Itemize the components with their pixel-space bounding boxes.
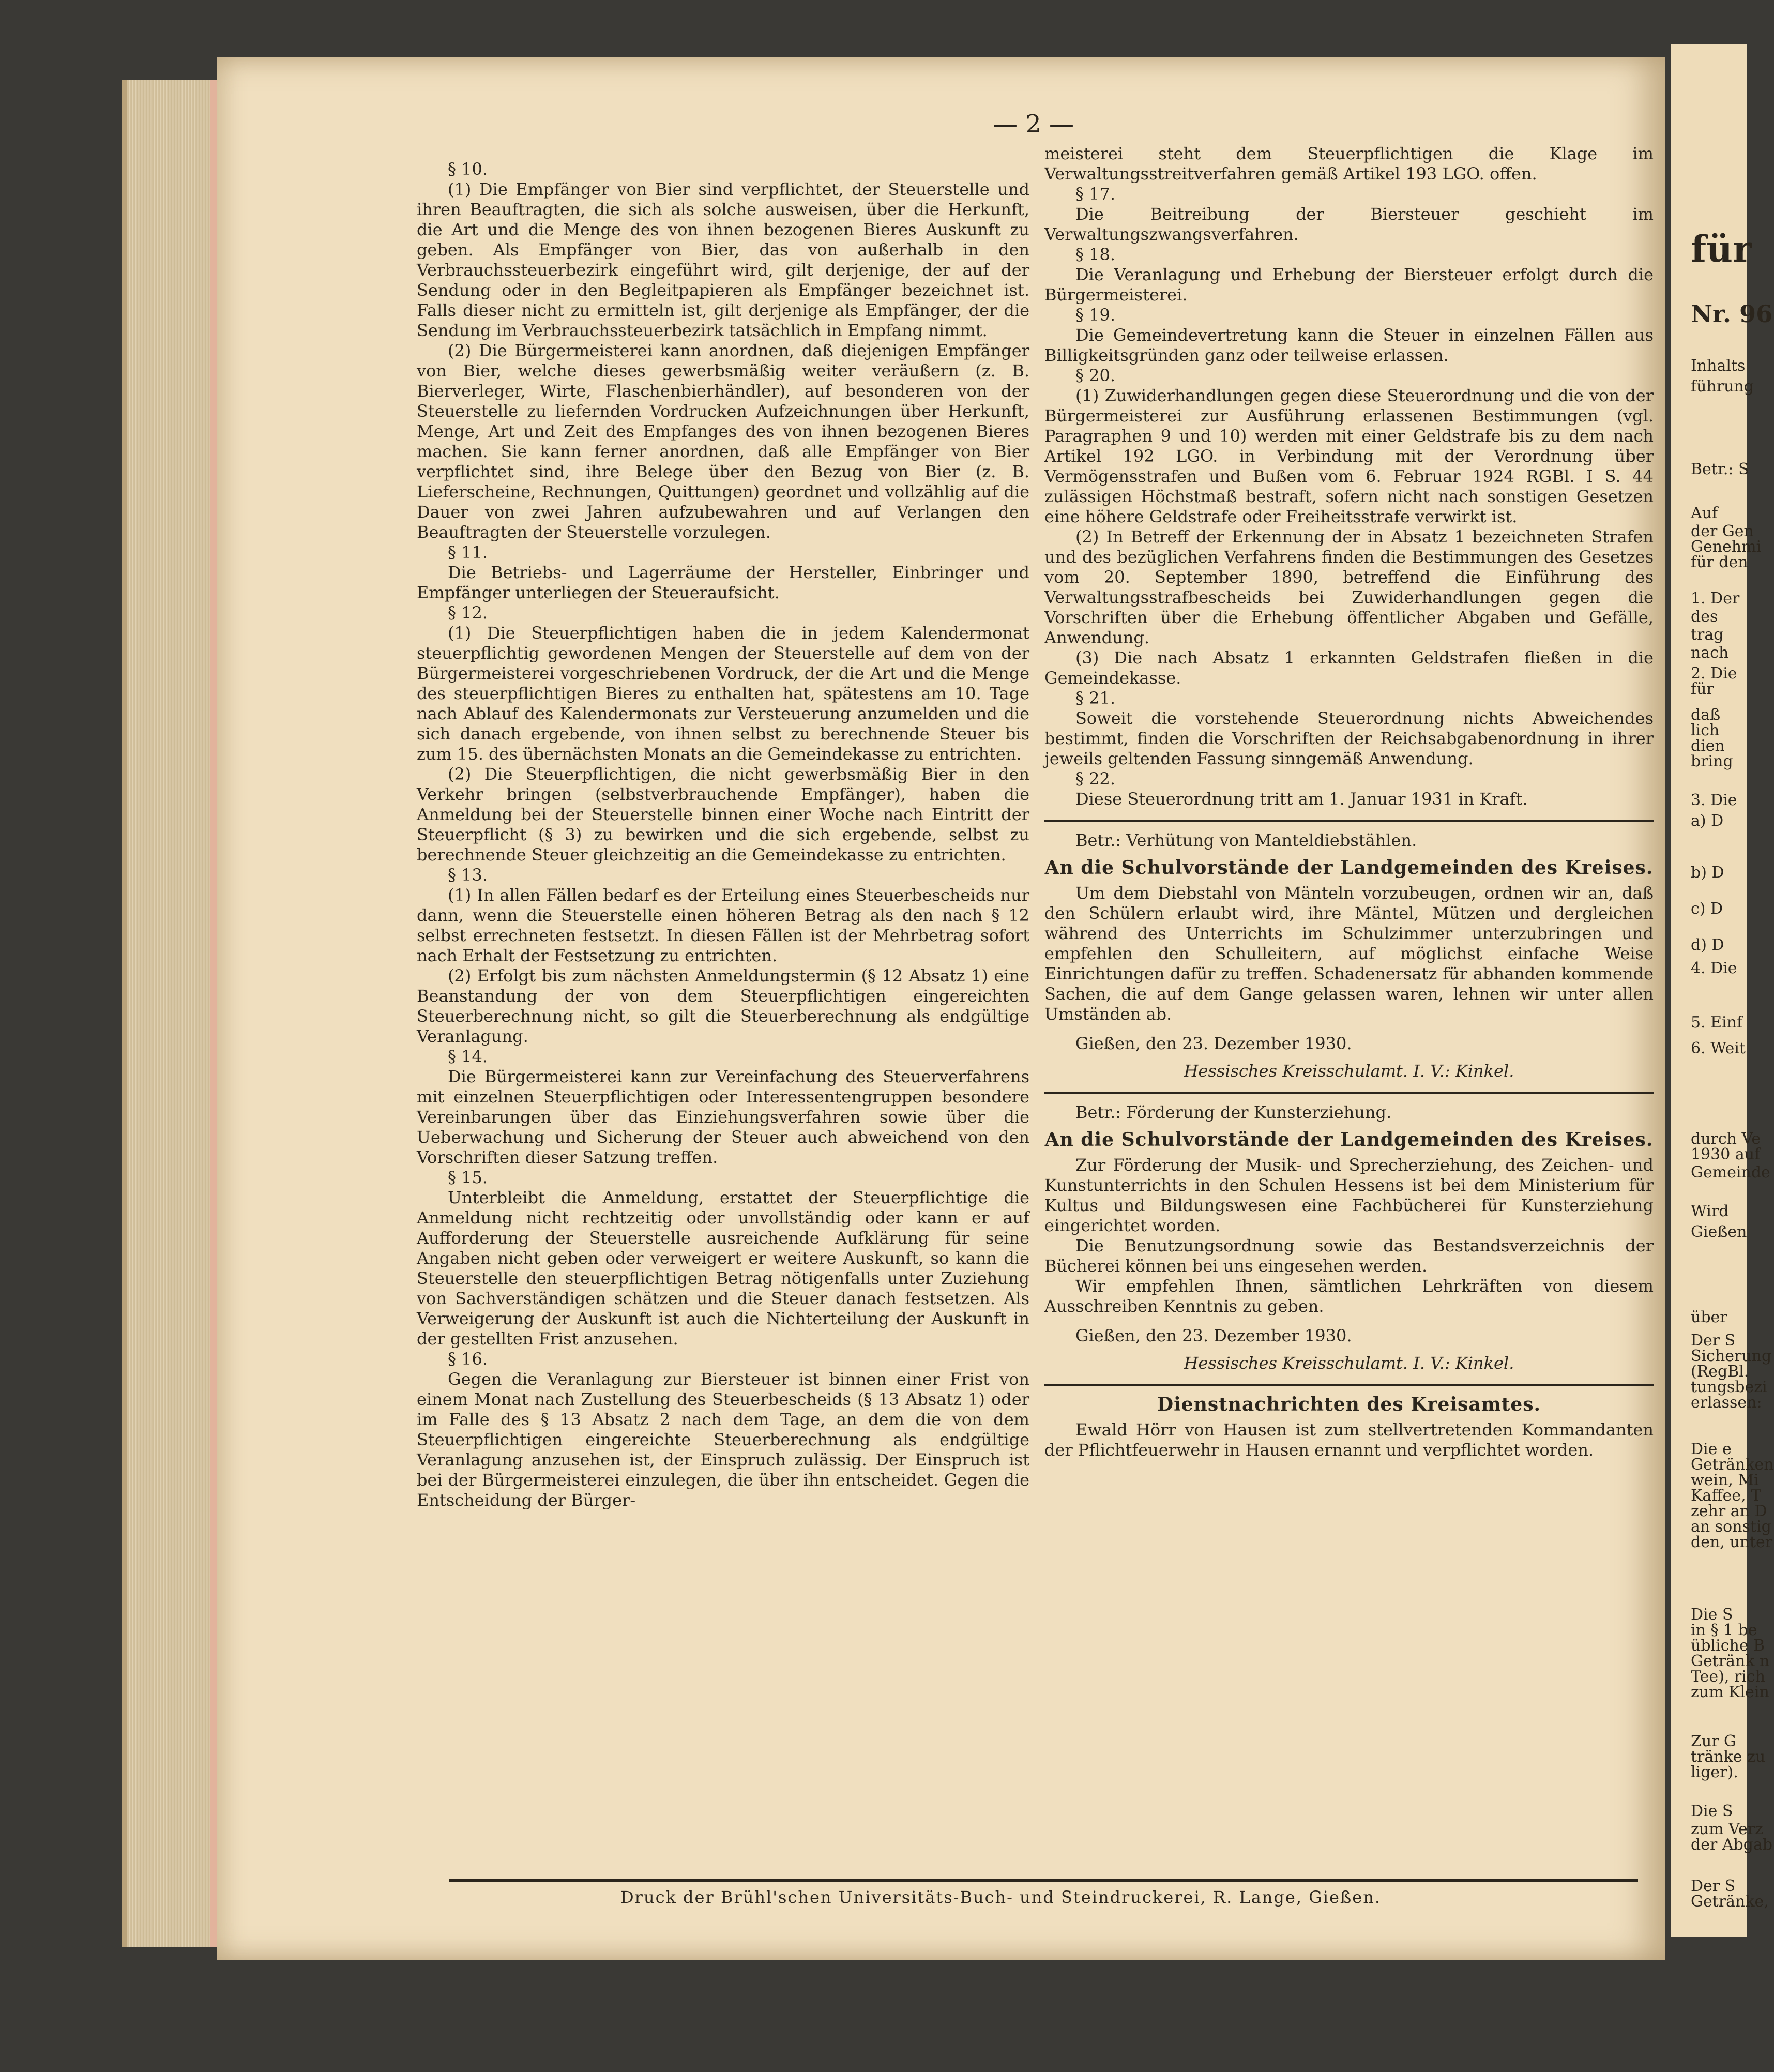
- next-page-fragment: zum Verz: [1691, 1820, 1763, 1838]
- paragraph: Ewald Hörr von Hausen ist zum stellvertretenden Kommandanten der Pflichtfeuerwehr in Hausen ernannt und verpflichtet worden.: [1044, 1420, 1654, 1460]
- paragraph: Diese Steuerordnung tritt am 1. Januar 1931 in Kraft.: [1075, 789, 1528, 809]
- next-page-fragment: der Gen: [1691, 522, 1754, 540]
- paragraph: Die Betriebs- und Lagerräume der Hersteller, Einbringer und Empfänger unterliegen der Steueraufsicht.: [417, 563, 1029, 602]
- next-page-fragment: (RegBl.: [1691, 1363, 1749, 1381]
- next-page-fragment: Zur G: [1691, 1732, 1737, 1750]
- next-page-fragment: zum Klein: [1691, 1683, 1769, 1701]
- notice-heading: An die Schulvorstände der Landgemeinden des Kreises.: [1044, 1129, 1654, 1151]
- next-page-fragment: Tee), rich: [1691, 1668, 1766, 1686]
- paragraph: Unterbleibt die Anmeldung, erstattet der Steuerpflichtige die Anmeldung nicht rechtzeitig oder unvollständig oder kann er auf Aufforderung der Steuerstelle ausreichende Aufklärung für seine Angaben nicht geben oder verweigert er weitere Auskunft, so kann die Steuerstelle den steuerpflichtigen Betrag nötigenfalls unter Zuziehung von Sachverständigen schätzen und die Steuer danach festsetzen. Als Verweigerung der Auskunft ist auch die Nichterteilung der Auskunft in der gestellten Frist anzusehen.: [417, 1188, 1029, 1349]
- next-page-fragment: Getränken: [1691, 1456, 1774, 1474]
- next-page-fragment: übliche B: [1691, 1637, 1765, 1655]
- paragraph: Die Beitreibung der Biersteuer geschieht im Verwaltungszwangsverfahren.: [1044, 204, 1654, 244]
- next-page-fragment: den, unter: [1691, 1533, 1773, 1551]
- next-page-fragment: zehr an D: [1691, 1502, 1767, 1520]
- next-page-fragment: über: [1691, 1308, 1727, 1326]
- next-page-fragment: Der S: [1691, 1332, 1736, 1350]
- section-heading: § 21.: [1075, 688, 1116, 708]
- section-heading: § 12.: [448, 603, 488, 623]
- paragraph: (2) Die Bürgermeisterei kann anordnen, daß diejenigen Empfänger von Bier, welche dieses gewerbsmäßig weiter veräußern (z. B. Bierverleger, Wirte, Flaschenbierhändler), auf besonderen von der Steuerstelle zu liefernden Vordrucken Aufzeichnungen über Herkunft, Menge, Art und Zeit des Empfanges des von ihnen bezogenen Bieres machen. Sie kann ferner anordnen, daß alle Empfänger von Bier verpflichtet sind, ihre Belege über den Bezug von Bier (z. B. Lieferscheine, Rechnungen, Quittungen) geordnet und vollzählig auf die Dauer von zwei Jahren aufzubewahren und auf Verlangen den Beauftragten der Steuerstelle vorzulegen.: [417, 341, 1029, 542]
- signature: Hessisches Kreisschulamt. I. V.: Kinkel.: [1184, 1353, 1514, 1373]
- notice-subject: Betr.: Verhütung von Manteldiebstählen.: [1075, 830, 1417, 850]
- next-page-fragment: an sonstig: [1691, 1518, 1771, 1536]
- next-page-fragment: 1. Der: [1691, 589, 1740, 608]
- paragraph: Soweit die vorstehende Steuerordnung nichts Abweichendes bestimmt, finden die Vorschriften der Reichsabgabenordnung in ihrer jeweils geltenden Fassung sinngemäß Anwendung.: [1044, 708, 1654, 768]
- next-page-fragment: daß: [1691, 706, 1721, 724]
- next-page-fragment: lich: [1691, 721, 1720, 739]
- paragraph: Die Gemeindevertretung kann die Steuer in einzelnen Fällen aus Billigkeitsgründen ganz oder teilweise erlassen.: [1044, 325, 1654, 365]
- section-heading: § 19.: [1075, 305, 1116, 325]
- paragraph: (1) Die Empfänger von Bier sind verpflichtet, der Steuerstelle und ihren Beauftragten, die sich als solche ausweisen, über die Herkunft, die Art und die Menge des von ihnen bezogenen Bieres Auskunft zu geben. Als Empfänger von Bier, das von außerhalb in den Verbrauchssteuerbezirk eingeführt wird, gilt derjenige, der auf der Sendung oder in den Begleitpapieren als Empfänger bezeichnet ist. Falls dieser nicht zu ermitteln ist, gilt derjenige als Empfänger, der die Sendung im Verbrauchssteuerbezirk tatsächlich in Empfang nimmt.: [417, 179, 1029, 340]
- section-heading: § 13.: [448, 865, 488, 885]
- paragraph: Gegen die Veranlagung zur Biersteuer ist binnen einer Frist von einem Monat nach Zustellung des Steuerbescheids (§ 13 Absatz 1) oder im Falle des § 13 Absatz 2 nach dem Tage, an dem die von dem Steuerpflichtigen eingereichte Steuerberechnung als endgültige Veranlagung anzusehen ist, der Einspruch zulässig. Der Einspruch ist bei der Bürgermeisterei einzulegen, die über ihn entscheidet. Gegen die Entscheidung der Bürger-: [417, 1369, 1029, 1510]
- next-page-fragment: 6. Weit: [1691, 1039, 1746, 1057]
- next-page-fragment: des: [1691, 608, 1718, 626]
- paragraph: (2) Die Steuerpflichtigen, die nicht gewerbsmäßig Bier in den Verkehr bringen (selbstverbrauchende Empfänger), haben die Anmeldung bei der Steuerstelle binnen einer Woche nach Eintritt der Steuerpflicht (§ 3) zu bewirken und die sich ergebende, selbst zu berechnende Steuer gleichzeitig an die Gemeindekasse zu entrichten.: [417, 764, 1029, 865]
- next-page-fragment: in § 1 be: [1691, 1621, 1757, 1639]
- next-page-fragment: durch Ve: [1691, 1130, 1761, 1148]
- paragraph: (1) Die Steuerpflichtigen haben die in jedem Kalendermonat steuerpflichtig gewordenen Mengen der Steuerstelle auf dem von der Bürgermeisterei vorgeschriebenen Vordruck, der die Art und die Menge des steuerpflichtigen Bieres zu enthalten hat, spätestens am 10. Tage nach Ablauf des Kalendermonats zur Versteuerung anzumelden und die sich danach ergebende, von ihnen selbst zu berechnende Steuer bis zum 15. des übernächsten Monats an die Gemeindekasse zu entrichten.: [417, 623, 1029, 764]
- divider: [1044, 1384, 1654, 1386]
- next-page-fragment: trag: [1691, 626, 1724, 644]
- next-page-fragment: nach: [1691, 644, 1729, 662]
- section-heading: § 18.: [1075, 245, 1116, 264]
- next-page-fragment: liger).: [1691, 1763, 1738, 1781]
- notice-heading: Dienstnachrichten des Kreisamtes.: [1157, 1394, 1541, 1415]
- paragraph: Zur Förderung der Musik- und Sprecherziehung, des Zeichen- und Kunstunterrichts in den Schulen Hessens ist bei dem Ministerium für Kultus und Bildungswesen eine Fachbücherei für Kunsterziehung eingerichtet worden.: [1044, 1155, 1654, 1235]
- paragraph: Die Veranlagung und Erhebung der Biersteuer erfolgt durch die Bürgermeisterei.: [1044, 265, 1654, 305]
- next-page-fragment: 5. Einf: [1691, 1014, 1743, 1032]
- paragraph: Die Benutzungsordnung sowie das Bestandsverzeichnis der Bücherei können bei uns eingesehen werden.: [1044, 1236, 1654, 1276]
- section-heading: § 15.: [448, 1168, 488, 1187]
- next-page-fragment: Nr. 96: [1691, 300, 1773, 328]
- next-page-fragment: Gemeinde: [1691, 1163, 1770, 1182]
- next-page-fragment: Inhalts: [1691, 357, 1746, 375]
- next-page-fragment: für: [1691, 680, 1714, 698]
- next-page-fragment: Der S: [1691, 1877, 1736, 1895]
- signature: Hessisches Kreisschulamt. I. V.: Kinkel.: [1184, 1061, 1514, 1081]
- next-page-fragment: a) D: [1691, 812, 1724, 830]
- dateline: Gießen, den 23. Dezember 1930.: [1075, 1326, 1352, 1345]
- next-page-fragment: c) D: [1691, 900, 1723, 918]
- next-page-fragment: wein, Mi: [1691, 1471, 1759, 1489]
- next-page-fragment: Betr.: S: [1691, 460, 1749, 478]
- next-page-fragment: der Abgab: [1691, 1836, 1772, 1854]
- paragraph: (1) Zuwiderhandlungen gegen diese Steuerordnung und die von der Bürgermeisterei zur Ausführung erlassenen Bestimmungen (vgl. Paragraphen 9 und 10) werden mit einer Geldstrafe bis zu dem nach Artikel 192 LGO. in Verbindung mit der Verordnung über Vermögensstrafen und Bußen vom 6. Februar 1924 RGBl. I S. 44 zulässigen Höchstmaß bestraft, sofern nicht nach sonstigen Gesetzen eine höhere Geldstrafe oder Freiheitsstrafe verwirkt ist.: [1044, 386, 1654, 526]
- next-page-fragment: d) D: [1691, 936, 1724, 954]
- section-heading: § 16.: [448, 1349, 488, 1369]
- notice-heading: An die Schulvorstände der Landgemeinden des Kreises.: [1044, 857, 1654, 879]
- section-heading: § 17.: [1075, 184, 1116, 204]
- paragraph: (2) In Betreff der Erkennung der in Absatz 1 bezeichneten Strafen und des bezüglichen Verfahrens finden die Bestimmungen des Gesetzes vom 20. September 1890, betreffend die Einführung des Verwaltungsstrafbescheids bei Zuwiderhandlungen gegen die Vorschriften über die Erhebung öffentlicher Abgaben und Gefälle, Anwendung.: [1044, 527, 1654, 647]
- next-page-fragment: dien: [1691, 737, 1725, 755]
- book-page-edges: [122, 80, 225, 1947]
- next-page-fragment: 2. Die: [1691, 664, 1737, 683]
- paragraph: meisterei steht dem Steuerpflichtigen die Klage im Verwaltungsstreitverfahren gemäß Artikel 193 LGO. offen.: [1044, 144, 1654, 184]
- next-page-fragment: Wird: [1691, 1202, 1729, 1220]
- next-page-fragment: b) D: [1691, 864, 1724, 882]
- section-heading: § 14.: [448, 1047, 488, 1066]
- next-page-fragment: bring: [1691, 752, 1733, 770]
- next-page-fragment: erlassen:: [1691, 1394, 1762, 1412]
- divider: [1044, 820, 1654, 822]
- next-page-fragment: Sicherung: [1691, 1347, 1772, 1365]
- next-page-fragment: Kaffee, T: [1691, 1487, 1762, 1505]
- next-page-fragment: Auf: [1691, 504, 1718, 522]
- paragraph: Wir empfehlen Ihnen, sämtlichen Lehrkräften von diesem Ausschreiben Kenntnis zu geben.: [1044, 1276, 1654, 1316]
- next-page-fragment: Die e: [1691, 1440, 1732, 1458]
- paragraph: (3) Die nach Absatz 1 erkannten Geldstrafen fließen in die Gemeindekasse.: [1044, 648, 1654, 688]
- next-page-fragment: für: [1691, 228, 1752, 270]
- paragraph: Um dem Diebstahl von Mänteln vorzubeugen, ordnen wir an, daß den Schülern erlaubt wird, ihre Mäntel, Mützen und dergleichen während des Unterrichts im Schulzimmer unterzubringen und empfehlen den Schulleitern, auf möglichst einfache Weise Einrichtungen dafür zu treffen. Schadenersatz für abhanden kommende Sachen, die auf dem Gange gelassen waren, lehnen wir unter allen Umständen ab.: [1044, 883, 1654, 1024]
- next-page-fragment: führung: [1691, 377, 1754, 396]
- next-page-fragment: Gießen: [1691, 1223, 1747, 1241]
- next-page-fragment: Genehmi: [1691, 538, 1762, 556]
- next-page-fragment: Die S: [1691, 1802, 1733, 1820]
- paragraph: (1) In allen Fällen bedarf es der Erteilung eines Steuerbescheids nur dann, wenn die Steuerstelle einen höheren Betrag als den nach § 12 selbst errechneten festsetzt. In diesen Fällen ist der Mehrbetrag sofort nach Erhalt der Festsetzung zu entrichten.: [417, 885, 1029, 965]
- next-page-fragment: 1930 auf: [1691, 1145, 1761, 1163]
- next-page-fragment: Die S: [1691, 1606, 1733, 1624]
- paragraph: (2) Erfolgt bis zum nächsten Anmeldungstermin (§ 12 Absatz 1) eine Beanstandung der von dem Steuerpflichtigen eingereichten Steuerberechnung nicht, so gilt die Steuerberechnung als endgültige Veranlagung.: [417, 966, 1029, 1046]
- next-page-fragment: tränke zu: [1691, 1748, 1766, 1766]
- next-page-fragment: Getränke,: [1691, 1893, 1769, 1911]
- page-number: — 2 —: [993, 110, 1074, 139]
- section-heading: § 10.: [448, 159, 488, 179]
- divider: [1044, 1092, 1654, 1094]
- next-page-fragment: für den: [1691, 553, 1748, 571]
- section-heading: § 11.: [448, 542, 488, 562]
- paragraph: Die Bürgermeisterei kann zur Vereinfachung des Steuerverfahrens mit einzelnen Steuerpflichtigen oder Interessentengruppen besondere Vereinbarungen über das Einziehungsverfahren sowie über die Ueberwachung und Sicherung der Steuer auch abweichend von den Vorschriften dieser Satzung treffen.: [417, 1067, 1029, 1167]
- next-page-fragment: 4. Die: [1691, 959, 1737, 977]
- printer-imprint: Druck der Brühl'schen Universitäts-Buch- und Steindruckerei, R. Lange, Gießen.: [620, 1887, 1381, 1907]
- left-column: [417, 159, 1029, 1510]
- right-column: [1044, 144, 1654, 1460]
- section-heading: § 22.: [1075, 769, 1116, 789]
- notice-subject: Betr.: Förderung der Kunsterziehung.: [1075, 1102, 1392, 1122]
- next-page-fragment: Getränk n: [1691, 1652, 1770, 1670]
- next-page-fragment: tungsbezi: [1691, 1378, 1767, 1396]
- footer-rule: [449, 1879, 1638, 1882]
- next-page-fragment: 3. Die: [1691, 791, 1737, 809]
- dateline: Gießen, den 23. Dezember 1930.: [1075, 1034, 1352, 1053]
- section-heading: § 20.: [1075, 366, 1116, 385]
